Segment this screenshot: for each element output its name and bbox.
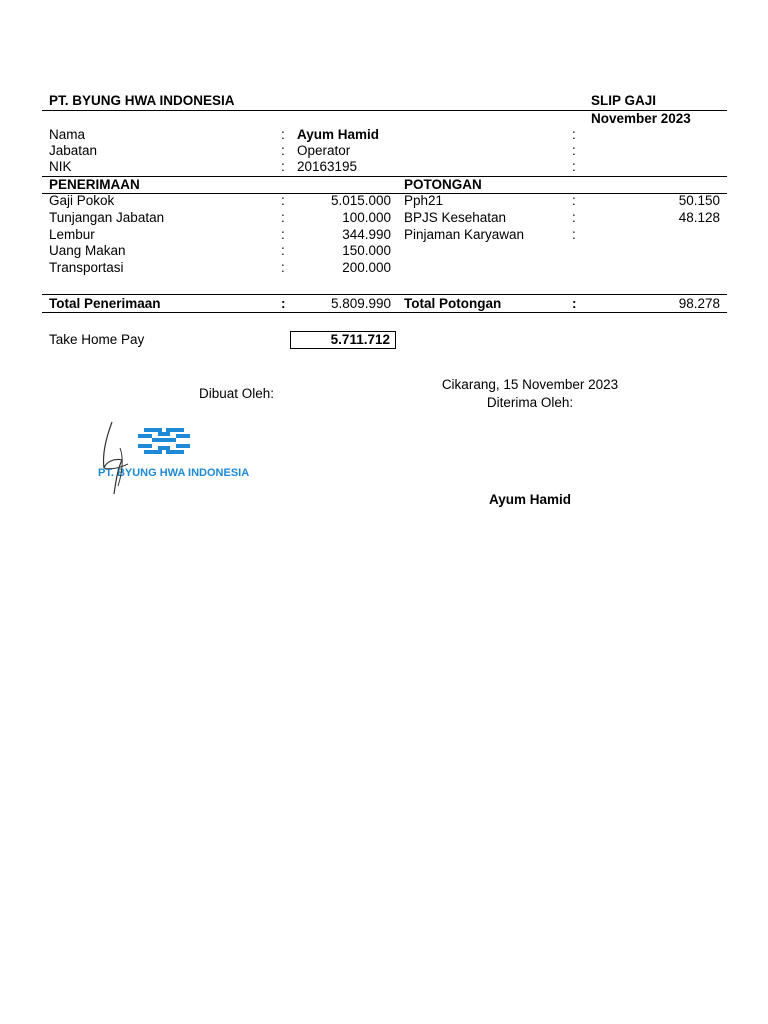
place-date: Cikarang, 15 November 2023	[441, 377, 619, 392]
earning-label: Lembur	[49, 227, 95, 242]
colon: :	[572, 143, 576, 158]
colon: :	[281, 210, 285, 225]
employee-label-position: Jabatan	[49, 143, 98, 158]
totals-bottom-divider	[42, 312, 727, 313]
earnings-heading: PENERIMAAN	[49, 177, 140, 192]
deduction-value: 50.150	[678, 193, 720, 208]
deduction-label: BPJS Kesehatan	[404, 210, 507, 225]
employee-name: Ayum Hamid	[297, 127, 380, 142]
company-logo-icon	[92, 418, 250, 500]
slip-title: SLIP GAJI	[591, 93, 657, 108]
colon: :	[572, 296, 577, 311]
receiver-name: Ayum Hamid	[488, 492, 571, 507]
deduction-value: 48.128	[678, 210, 720, 225]
earning-value: 150.000	[342, 243, 391, 258]
received-by-label: Diterima Oleh:	[486, 395, 574, 410]
colon: :	[572, 159, 576, 174]
total-earnings-value: 5.809.990	[330, 296, 391, 311]
made-by-label: Dibuat Oleh:	[199, 386, 275, 401]
colon: :	[281, 227, 285, 242]
earning-value: 200.000	[342, 260, 391, 275]
earning-value: 5.015.000	[330, 193, 391, 208]
colon: :	[572, 193, 576, 208]
total-earnings-label: Total Penerimaan	[49, 296, 161, 311]
colon: :	[281, 260, 285, 275]
company-name: PT. BYUNG HWA INDONESIA	[49, 93, 235, 108]
deductions-heading: POTONGAN	[404, 177, 482, 192]
earning-label: Uang Makan	[49, 243, 126, 258]
colon: :	[572, 227, 576, 242]
colon: :	[281, 127, 285, 142]
take-home-label: Take Home Pay	[49, 332, 145, 347]
totals-top-divider	[42, 294, 727, 295]
colon: :	[572, 210, 576, 225]
info-divider	[42, 176, 727, 177]
take-home-value: 5.711.712	[330, 332, 390, 347]
slip-period: November 2023	[591, 111, 691, 126]
earning-label: Transportasi	[49, 260, 124, 275]
total-deductions-label: Total Potongan	[404, 296, 502, 311]
colon: :	[281, 296, 286, 311]
employee-nik: 20163195	[297, 159, 358, 174]
company-stamp	[92, 418, 250, 500]
colon: :	[281, 193, 285, 208]
earning-label: Gaji Pokok	[49, 193, 115, 208]
earning-label: Tunjangan Jabatan	[49, 210, 165, 225]
deduction-label: Pinjaman Karyawan	[404, 227, 525, 242]
colon: :	[281, 159, 285, 174]
earning-value: 100.000	[342, 210, 391, 225]
stamp-text: PT. BYUNG HWA INDONESIA	[98, 467, 250, 479]
deduction-label: Pph21	[404, 193, 444, 208]
earning-value: 344.990	[342, 227, 391, 242]
total-deductions-value: 98.278	[678, 296, 720, 311]
colon: :	[281, 143, 285, 158]
colon: :	[281, 243, 285, 258]
colon: :	[572, 127, 576, 142]
employee-label-name: Nama	[49, 127, 86, 142]
employee-position: Operator	[297, 143, 351, 158]
employee-label-nik: NIK	[49, 159, 72, 174]
